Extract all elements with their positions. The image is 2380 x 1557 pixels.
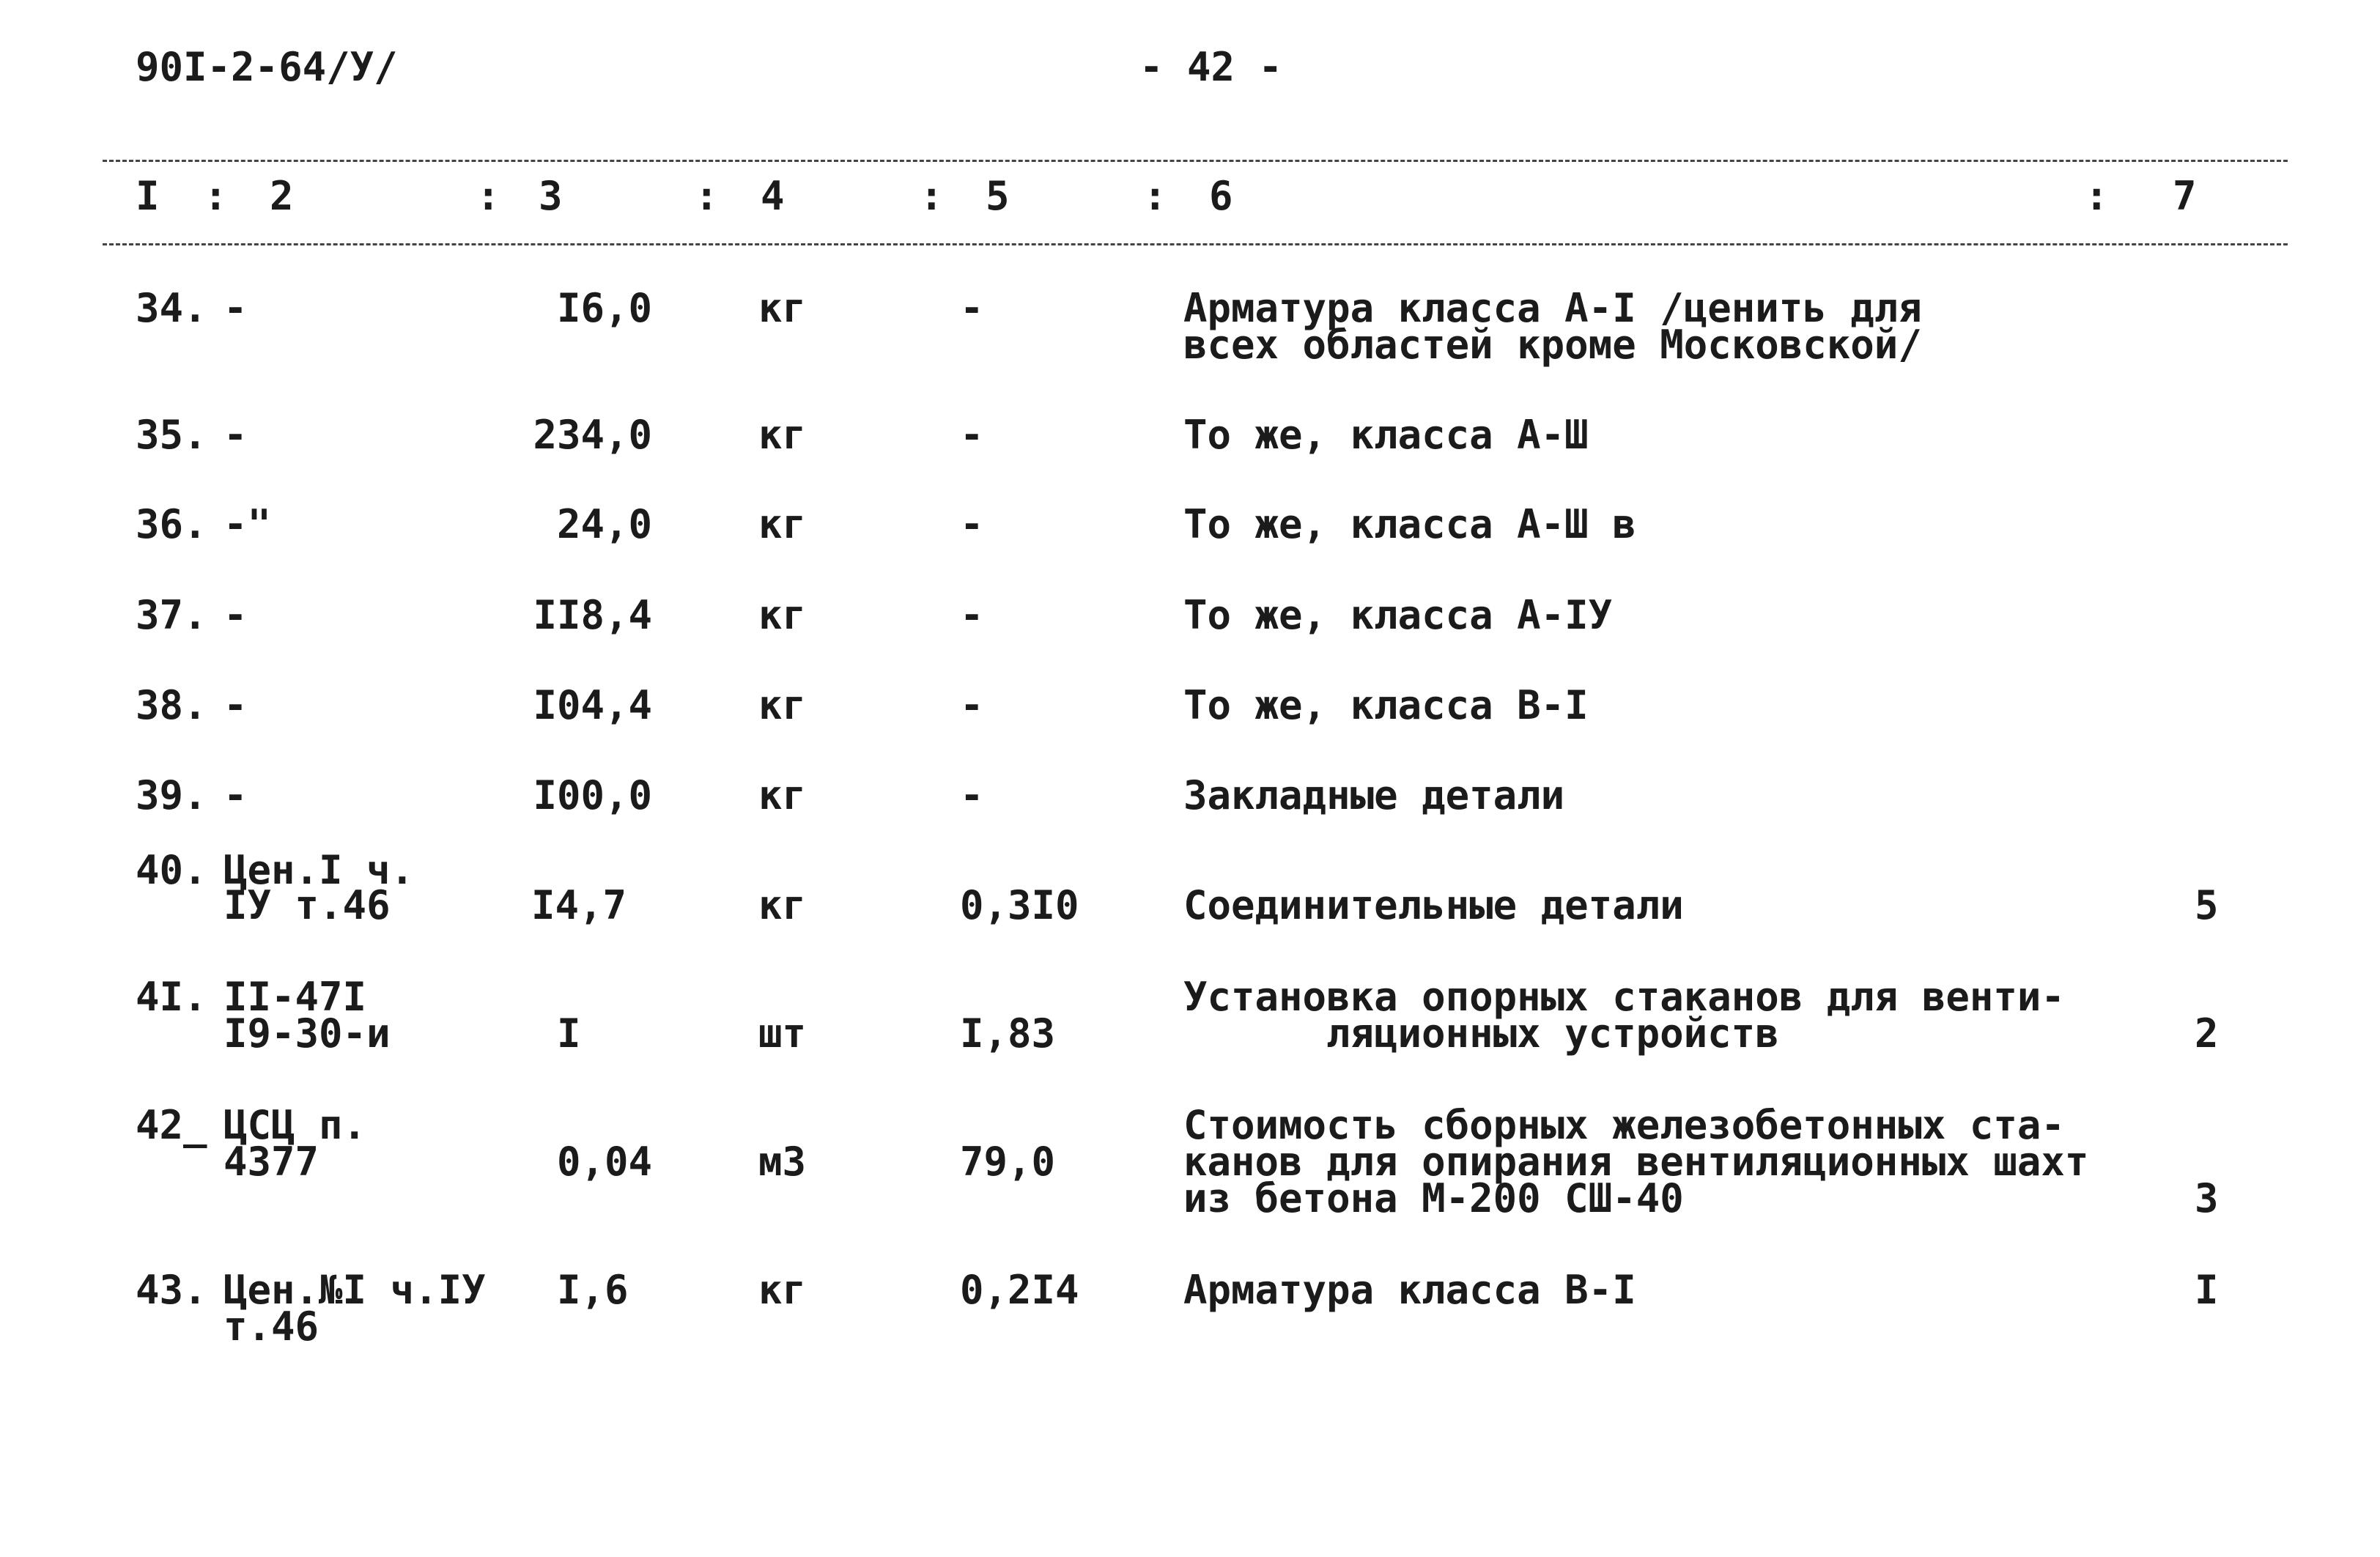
column-header-5: 5 [986,173,1010,219]
table-top-rule [103,160,2288,162]
row-unit-price: - [960,501,984,547]
row-number: 34. [136,285,207,331]
column-separator: : [695,173,719,219]
column-separator: : [476,173,500,219]
row-description-line: Стоимость сборных железобетонных ста- [1183,1102,2065,1148]
row-unit: кг [758,501,807,547]
row-reference-line: - [223,772,248,818]
column-separator: : [1143,173,1167,219]
row-unit: кг [758,882,807,928]
row-description-line: Соединительные детали [1183,882,1684,928]
column-separator: : [204,173,228,219]
row-reference-line: Цен.I ч. [223,847,415,893]
row-description-line: всех областей кроме Московской/ [1183,322,1922,368]
row-unit: м3 [758,1139,807,1185]
row-number: 38. [136,682,207,728]
row-column-7-value: 3 [2195,1175,2219,1221]
row-unit-price: - [960,412,984,458]
row-reference-line: Цен.№I ч.IУ [223,1267,486,1313]
row-reference-line: - [223,682,248,728]
row-unit: кг [758,1267,807,1313]
row-description-line: из бетона М-200 СШ-40 [1183,1175,1684,1221]
row-unit-price: - [960,285,984,331]
column-header-2: 2 [270,173,294,219]
column-separator: : [2085,173,2109,219]
row-reference-line: -" [223,501,272,547]
row-number: 39. [136,772,207,818]
row-column-7-value: 2 [2195,1010,2219,1057]
row-description-line: ляционных устройств [1326,1010,1779,1057]
row-unit: кг [758,682,807,728]
row-number: 40. [136,847,207,893]
document-code: 90I-2-64/У/ [136,44,398,90]
row-description-line: канов для опирания вентиляционных шахт [1183,1139,2089,1185]
row-description-line: То же, класса А-Ш [1183,412,1589,458]
row-number: 37. [136,592,207,638]
row-reference-line: I9-30-и [223,1010,391,1057]
table-header-rule [103,243,2288,245]
row-unit-price: 0,3I0 [960,882,1079,928]
row-number: 36. [136,501,207,547]
row-unit-price: I,83 [960,1010,1056,1057]
page-number: - 42 - [1139,44,1283,90]
row-column-7-value: I [2195,1267,2219,1313]
row-number: 43. [136,1267,207,1313]
row-number: 4I. [136,974,207,1020]
row-reference-line: - [223,592,248,638]
row-reference-line: IУ т.46 [223,882,391,928]
row-quantity: I00,0 [533,772,652,818]
row-number: 35. [136,412,207,458]
row-reference-line: II-47I [223,974,367,1020]
row-quantity: I6,0 [556,285,652,331]
row-unit: кг [758,412,807,458]
row-unit: кг [758,592,807,638]
column-header-1: I [136,173,160,219]
row-reference-line: - [223,285,248,331]
row-unit-price: - [960,592,984,638]
row-column-7-value: 5 [2195,882,2219,928]
column-header-4: 4 [761,173,785,219]
row-unit-price: 79,0 [960,1139,1056,1185]
row-quantity: I,6 [557,1267,629,1313]
row-description-line: Арматура класса А-I /ценить для [1183,285,1922,331]
row-reference-line: 4377 [223,1139,319,1185]
row-unit-price: 0,2I4 [960,1267,1079,1313]
column-header-3: 3 [539,173,563,219]
column-header-6: 6 [1209,173,1233,219]
row-description-line: То же, класса В-I [1183,682,1589,728]
row-reference-line: - [223,412,248,458]
row-quantity: I [557,1010,581,1057]
row-unit: кг [758,285,807,331]
row-unit-price: - [960,682,984,728]
row-quantity: II8,4 [533,592,652,638]
row-number: 42_ [136,1102,207,1148]
row-description-line: Закладные детали [1183,772,1565,818]
row-quantity: I04,4 [533,682,652,728]
row-description-line: То же, класса А-IУ [1183,592,1613,638]
row-quantity: 234,0 [533,412,652,458]
row-unit: кг [758,772,807,818]
row-quantity: 24,0 [556,501,652,547]
row-description-line: То же, класса А-Ш в [1183,501,1636,547]
row-description-line: Арматура класса В-I [1183,1267,1636,1313]
row-reference-line: т.46 [223,1303,319,1350]
row-unit: шт [758,1010,807,1057]
row-description-line: Установка опорных стаканов для венти- [1183,974,2065,1020]
column-header-7: 7 [2173,173,2197,219]
row-unit-price: - [960,772,984,818]
row-reference-line: ЦСЦ п. [223,1102,367,1148]
column-separator: : [920,173,944,219]
row-quantity: 0,04 [557,1139,653,1185]
row-quantity: I4,7 [531,882,627,928]
